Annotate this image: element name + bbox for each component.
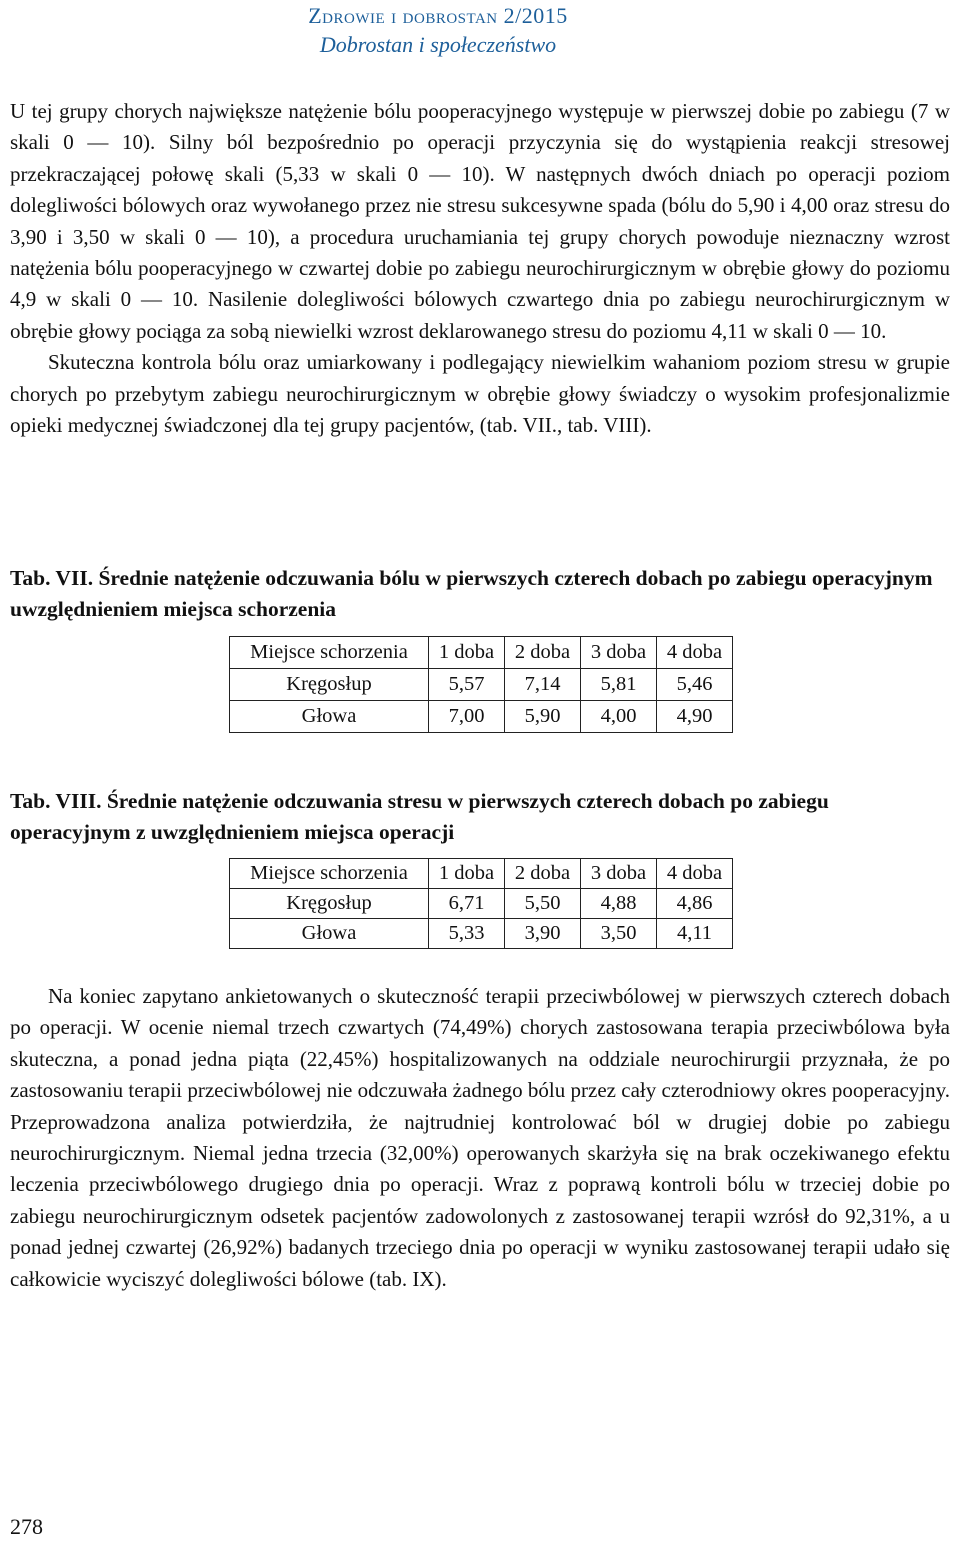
table-header-cell: 3 doba	[581, 637, 657, 669]
running-header	[228, 2, 648, 60]
table-cell: Głowa	[230, 701, 429, 733]
table-row	[230, 889, 733, 919]
table-cell: Głowa	[230, 919, 429, 949]
table-cell: 5,81	[581, 669, 657, 701]
table-cell: 4,11	[657, 919, 733, 949]
table-header-cell: 1 doba	[429, 859, 505, 889]
table-header-cell: 2 doba	[505, 637, 581, 669]
table-cell: 5,57	[429, 669, 505, 701]
table-7-caption: Tab. VII. Średnie natężenie odczuwania bólu w pierwszych czterech dobach po zabiegu operacyjnym uwzględnieniem miejsca schorzenia	[10, 566, 933, 621]
journal-title: Zdrowie i dobrostan 2/2015	[308, 3, 568, 28]
table-cell: 4,88	[581, 889, 657, 919]
table-cell: 7,14	[505, 669, 581, 701]
table-header-row	[230, 637, 733, 669]
table-cell: 5,33	[429, 919, 505, 949]
section-title: Dobrostan i społeczeństwo	[319, 32, 557, 57]
table-header-cell: 4 doba	[657, 859, 733, 889]
table-header-cell: 2 doba	[505, 859, 581, 889]
table-cell: 5,46	[657, 669, 733, 701]
body-paragraph-1	[10, 96, 950, 441]
page-number: 278	[10, 1514, 43, 1539]
paragraph-1-continuation: Skuteczna kontrola bólu oraz umiarkowany i podlegający niewielkim wahaniom poziom stresu w grupie chorych po przebytym zabiegu neurochirurgicznym w obrębie głowy świadczy o wysokim profesjonalizmie opieki medycznej świadczonej dla tej grupy pacjentów, (tab. VII., tab. VIII).	[10, 350, 950, 438]
table-cell: 3,90	[505, 919, 581, 949]
table-cell: 5,50	[505, 889, 581, 919]
table-8-caption: Tab. VIII. Średnie natężenie odczuwania stresu w pierwszych czterech dobach po zabiegu operacyjnym z uwzględnieniem miejsca operacji	[10, 789, 829, 844]
table-cell: 5,90	[505, 701, 581, 733]
table-header-row	[230, 859, 733, 889]
table-cell: 4,86	[657, 889, 733, 919]
table-row	[230, 669, 733, 701]
paragraph-2-text: Na koniec zapytano ankietowanych o skuteczność terapii przeciwbólowej w pierwszych czterech dobach po operacji. W ocenie niemal trzech czwartych (74,49%) chorych zastosowana terapia przeciwbólowa była skuteczna, a ponad jedna piąta (22,45%) hospitalizowanych na oddziale neurochirurgii przyznała, że po zastosowaniu terapii przeciwbólowej nie odczuwała żadnego bólu przez cały czterodniowy okres pooperacyjny. Przeprowadzona analiza potwierdziła, że najtrudniej kontrolować ból w drugiej dobie po zabiegu neurochirurgicznym. Niemal jedna trzecia (32,00%) operowanych skarżyła się na brak oczekiwanego efektu leczenia przeciwbólowego drugiego dnia po operacji. Wraz z poprawą kontroli bólu w trzeciej dobie po zabiegu neurochirurgicznym odsetek pacjentów zadowolonych z zastosowanej terapii wzrósł do 92,31%, a u ponad jednej czwartej (26,92%) badanych trzeciego dnia po operacji w wyniku zastosowanej terapii udało się całkowicie wyciszyć dolegliwości bólowe (tab. IX).	[10, 984, 950, 1291]
table-header-cell: Miejsce schorzenia	[230, 637, 429, 669]
table-cell: 4,00	[581, 701, 657, 733]
table-cell: 7,00	[429, 701, 505, 733]
table-cell: Kręgosłup	[230, 669, 429, 701]
table-header-cell: Miejsce schorzenia	[230, 859, 429, 889]
table-cell: 6,71	[429, 889, 505, 919]
table-header-cell: 3 doba	[581, 859, 657, 889]
table-cell: 3,50	[581, 919, 657, 949]
table-7	[229, 636, 733, 733]
table-header-cell: 1 doba	[429, 637, 505, 669]
table-row	[230, 701, 733, 733]
body-paragraph-2	[10, 981, 950, 1295]
table-cell: 4,90	[657, 701, 733, 733]
table-8	[229, 858, 733, 949]
paragraph-1-text: U tej grupy chorych największe natężenie bólu pooperacyjnego występuje w pierwszej dobie po zabiegu (7 w skali 0 — 10). Silny ból bezpośrednio po operacji przyczynia się do wystąpienia reakcji stresowej przekraczającej połowę skali (5,33 w skali 0 — 10). W następnych dwóch dniach po operacji poziom dolegliwości bólowych oraz wywołanego przez nie stresu sukcesywne spada (bólu do 5,90 i 4,00 oraz stresu do 3,90 i 3,50 w skali 0 — 10), a procedura uruchamiania tej grupy chorych powoduje nieznaczny wzrost natężenia bólu pooperacyjnego w czwartej dobie po zabiegu neurochirurgicznym w obrębie głowy do poziomu 4,9 w skali 0 — 10. Nasilenie dolegliwości bólowych czwartego dnia po zabiegu neurochirurgicznym w obrębie głowy pociąga za sobą niewielki wzrost deklarowanego stresu do poziomu 4,11 w skali 0 — 10.	[10, 99, 950, 343]
table-row	[230, 919, 733, 949]
table-cell: Kręgosłup	[230, 889, 429, 919]
table-header-cell: 4 doba	[657, 637, 733, 669]
